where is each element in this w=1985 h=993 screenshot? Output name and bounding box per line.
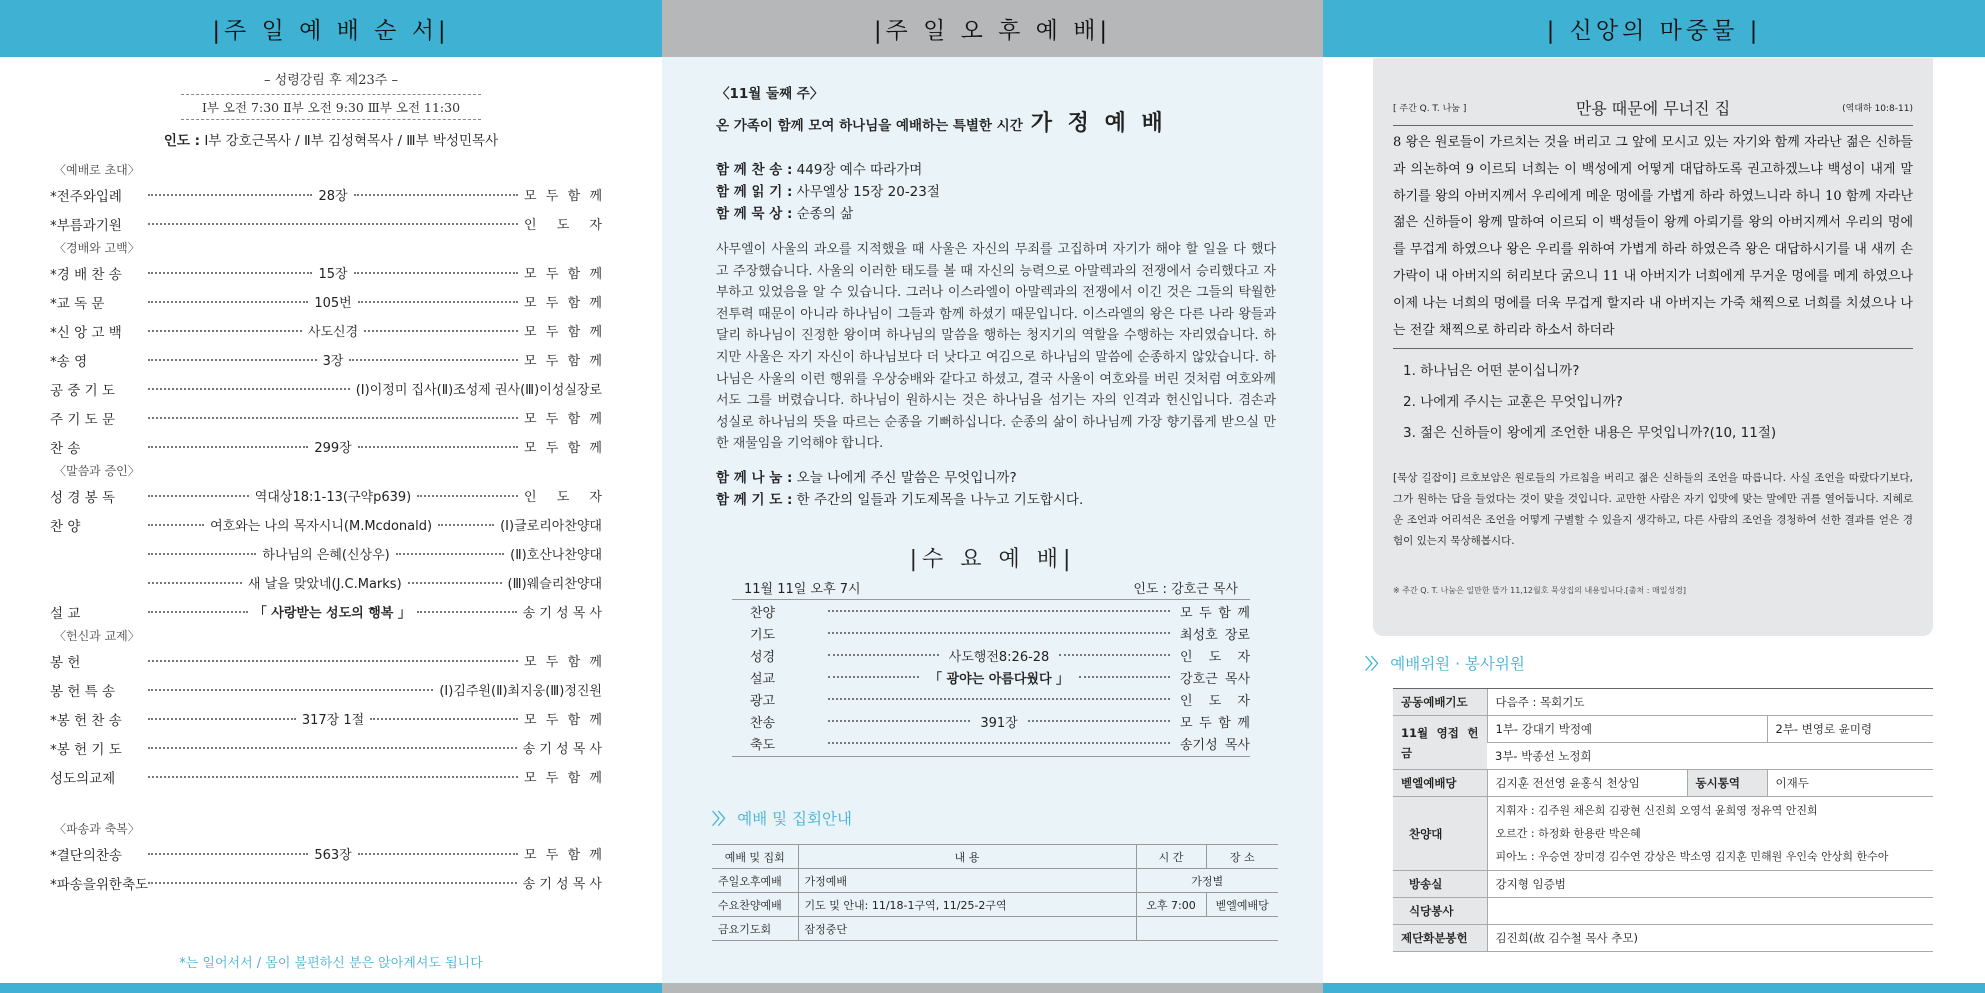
dot-leader — [148, 582, 242, 584]
afternoon-worship-panel — [662, 0, 1323, 993]
order-item-name: 성도의교제 — [50, 770, 116, 787]
order-item-person: 송 기 성 목 사 — [522, 742, 602, 757]
wednesday-item-name: 찬송 — [750, 715, 776, 731]
dot-leader — [148, 611, 248, 613]
wednesday-row — [732, 732, 1250, 754]
qt-title: 만용 때문에 무너진 집 — [1575, 99, 1731, 118]
order-item-name: *파송을위한축도 — [50, 876, 149, 893]
table-cell: 김지훈 전선영 윤홍식 천상임 — [1487, 770, 1687, 797]
order-row — [50, 432, 602, 461]
reading-value: 사무엘상 15장 20-23절 — [796, 184, 940, 200]
order-row — [50, 316, 602, 345]
table-cell: 기도 및 안내: 11/18-1구역, 11/25-2구역 — [798, 893, 1136, 917]
dot-leader — [354, 272, 518, 274]
table-row — [1393, 871, 1933, 898]
chevron-right-icon: 〉〉 — [1365, 655, 1385, 673]
order-row — [50, 403, 602, 432]
table-row — [1393, 925, 1933, 952]
family-items — [716, 159, 1276, 225]
faith-header — [1323, 0, 1985, 57]
staff-table — [1393, 688, 1933, 952]
share-label: 함 께 나 눔 : — [716, 469, 793, 486]
wednesday-item-detail: 사도행전8:26-28 — [948, 649, 1050, 665]
qt-tag: [ 주간 Q. T. 나눔 ] — [1393, 104, 1467, 114]
qt-source-note: ※ 주간 Q. T. 나눔은 일만한 뜰가 11,12월호 묵상집의 내용입니다.[출처 : 매일성경] — [1393, 586, 1687, 595]
dot-leader — [148, 524, 204, 526]
reading-label: 함 께 읽 기 : — [716, 184, 793, 200]
row-label: 방송실 — [1393, 871, 1487, 898]
wednesday-item-name: 성경 — [750, 649, 776, 665]
order-item-detail: 새 날을 맞았네(J.C.Marks) — [247, 577, 402, 592]
order-row — [50, 287, 602, 316]
col-header: 내 용 — [798, 845, 1136, 869]
dot-leader — [148, 301, 308, 303]
order-row — [50, 510, 602, 539]
dot-leader — [148, 718, 296, 720]
section-label: 〈파송과 축복〉 — [54, 822, 140, 836]
wednesday-item-person: 최성호 장로 — [1180, 627, 1250, 643]
table-cell: 가정별 — [1136, 869, 1278, 893]
table-row — [712, 869, 1278, 893]
row-label: 동시통역 — [1687, 770, 1767, 797]
col-header: 예배 및 집회 — [712, 845, 798, 869]
order-item-person: (Ⅱ)호산나찬양대 — [510, 548, 603, 563]
order-item-name: *신 앙 고 백 — [50, 324, 122, 341]
table-row — [1393, 689, 1933, 716]
dot-leader — [148, 417, 518, 419]
dot-leader — [1079, 676, 1170, 678]
dot-leader — [438, 524, 494, 526]
choir-conductors: 지휘자 : 김주원 채은희 김광현 신진희 오영석 윤희영 정유역 안진희 — [1495, 804, 1818, 817]
dot-leader — [148, 359, 317, 361]
wednesday-item-detail: 「 광야는 아름다웠다 」 — [928, 671, 1070, 687]
wednesday-header — [732, 578, 1250, 600]
dot-leader — [828, 610, 1170, 612]
row-label: 제단화분봉헌 — [1393, 925, 1487, 952]
order-row — [50, 597, 602, 626]
order-item-detail: 563장 — [314, 848, 352, 863]
week-label: 〈11월 둘째 주〉 — [716, 86, 824, 102]
table-row — [712, 893, 1278, 917]
order-row — [50, 258, 602, 287]
order-row — [50, 539, 602, 568]
bottom-bar — [1323, 983, 1985, 993]
order-row — [50, 704, 602, 733]
table-cell: 오후 7:00 — [1136, 893, 1206, 917]
section-label: 〈예배로 초대〉 — [54, 163, 140, 177]
dot-leader — [417, 611, 517, 613]
dot-leader — [148, 272, 312, 274]
share-value: 오늘 나에게 주신 말씀은 무엇입니까? — [796, 469, 1017, 486]
family-worship-title: 가 정 예 배 — [1030, 111, 1167, 136]
table-cell: 잠정중단 — [798, 917, 1136, 941]
faith-title: | 신앙의 마중물 | — [1546, 18, 1762, 44]
order-item-person: 모 두 함 께 — [524, 771, 602, 786]
reading-line — [716, 181, 1276, 203]
table-cell: 1부- 강대기 박정예 — [1487, 716, 1767, 743]
prayer-label: 함 께 기 도 : — [716, 491, 793, 508]
dot-leader — [148, 553, 256, 555]
col-header: 장 소 — [1206, 845, 1278, 869]
order-item-name: 찬 양 — [50, 518, 81, 535]
order-row — [50, 209, 602, 238]
qt-header — [1393, 96, 1913, 126]
order-item-person: (Ⅰ)이정미 집사(Ⅱ)조성제 권사(Ⅲ)이성실장로 — [355, 383, 602, 398]
worship-order-panel — [0, 0, 662, 993]
choir-organ: 오르간 : 하정화 한용란 박은혜 — [1495, 827, 1641, 840]
table-cell: 김진희(故 김수철 목사 추모) — [1487, 925, 1933, 952]
order-item-person: 모 두 함 께 — [524, 713, 602, 728]
qt-reference: (역대하 10:8-11) — [1842, 104, 1913, 114]
qt-box — [1373, 58, 1933, 636]
order-row — [50, 868, 602, 897]
dot-leader — [148, 882, 517, 884]
hymn-value: 449장 예수 따라가며 — [796, 162, 923, 178]
staff-label: 예배위원 · 봉사위원 — [1390, 655, 1525, 673]
order-item-name: 성 경 봉 독 — [50, 489, 116, 506]
table-cell: 이재두 — [1767, 770, 1933, 797]
worship-order-header — [0, 0, 662, 57]
order-item-name: 설 교 — [50, 605, 81, 622]
afternoon-header — [662, 0, 1323, 57]
order-item-detail: 105번 — [314, 296, 352, 311]
bottom-bar — [662, 983, 1323, 993]
dot-leader — [417, 495, 518, 497]
dot-leader — [148, 689, 433, 691]
section-label: 〈헌신과 교제〉 — [54, 629, 140, 643]
meditation-label: 함 께 묵 상 : — [716, 206, 793, 222]
wednesday-row — [732, 688, 1250, 710]
dot-leader — [828, 632, 1170, 634]
wednesday-item-person: 인 도 자 — [1180, 649, 1251, 665]
family-worship — [716, 82, 1276, 511]
table-row — [1393, 770, 1933, 797]
dot-leader — [1059, 654, 1170, 656]
wednesday-item-name: 찬양 — [750, 605, 776, 621]
wednesday-row — [732, 600, 1250, 622]
choir-piano: 피아노 : 우승연 장미경 김수연 강상은 박소영 김지훈 민해원 우인숙 안상희 한수아 — [1495, 850, 1889, 863]
order-item-detail: 사도신경 — [307, 325, 359, 340]
table-cell: 강지형 임증범 — [1487, 871, 1933, 898]
order-row — [50, 675, 602, 704]
order-item-person: 인 도 자 — [524, 490, 602, 505]
order-item-name: *교 독 문 — [50, 295, 105, 312]
order-item-detail: 15장 — [318, 267, 348, 282]
order-item-detail: 28장 — [318, 189, 348, 204]
order-item-detail: 317장 1절 — [301, 713, 365, 728]
order-row — [50, 345, 602, 374]
wednesday-order — [732, 578, 1250, 757]
order-item-person: 모 두 함 께 — [524, 189, 603, 204]
row-label: 공동예배기도 — [1393, 689, 1487, 716]
table-cell: 금요기도회 — [712, 917, 798, 941]
worship-order-title: |주 일 예 배 순 서| — [212, 18, 450, 44]
dot-leader — [148, 660, 518, 662]
order-item-name: 찬 송 — [50, 440, 81, 457]
dot-leader — [148, 747, 517, 749]
order-row — [50, 646, 602, 675]
table-cell: 다음주 : 목회기도 — [1487, 689, 1933, 716]
dot-leader — [1028, 720, 1170, 722]
service-guide-title — [712, 807, 852, 829]
staff-title — [1365, 652, 1525, 674]
section-label: 〈경배와 고백〉 — [54, 241, 140, 255]
wednesday-item-detail: 391장 — [980, 715, 1018, 731]
meditation-value: 순종의 삶 — [796, 206, 854, 222]
service-guide-label: 예배 및 집회안내 — [737, 810, 852, 828]
wednesday-row — [732, 622, 1250, 644]
order-item-person: 모 두 함 께 — [524, 325, 603, 340]
wednesday-row — [732, 666, 1250, 688]
dot-leader — [828, 654, 939, 656]
dot-leader — [408, 582, 502, 584]
table-row — [712, 917, 1278, 941]
dot-leader — [148, 853, 308, 855]
col-header: 시 간 — [1136, 845, 1206, 869]
dot-leader — [358, 446, 518, 448]
order-item-name: *결단의찬송 — [50, 847, 122, 864]
table-cell: 2부- 변영로 윤미령 — [1767, 716, 1933, 743]
order-item-person: 송 기 성 목 사 — [522, 606, 602, 621]
order-item-name: 공 중 기 도 — [50, 382, 116, 399]
order-item-name: *송 영 — [50, 353, 88, 370]
order-item-person: (Ⅰ)글로리아찬양대 — [500, 519, 602, 534]
wednesday-item-person: 강호근 목사 — [1180, 671, 1251, 687]
wednesday-item-person: 모 두 함 께 — [1180, 605, 1250, 621]
order-item-person: (Ⅰ)김주원(Ⅱ)최지웅(Ⅲ)정진원 — [439, 684, 602, 699]
order-row — [50, 839, 602, 868]
dot-leader — [148, 223, 518, 225]
leader-names: Ⅰ부 강호근목사 / Ⅱ부 김성혁목사 / Ⅲ부 박성민목사 — [204, 133, 499, 149]
dot-leader — [358, 301, 518, 303]
dot-leader — [370, 718, 518, 720]
table-cell: 벧엘예배당 — [1206, 893, 1278, 917]
leader-label: 인도 : — [163, 133, 201, 149]
dot-leader — [354, 194, 518, 196]
dot-leader — [349, 359, 518, 361]
dot-leader — [148, 776, 518, 778]
order-item-detail: 299장 — [314, 441, 352, 456]
order-item-person: 모 두 함 께 — [524, 441, 602, 456]
dot-leader — [396, 553, 504, 555]
order-row — [50, 762, 602, 791]
order-item-name: *전주와입례 — [50, 188, 122, 205]
row-label: 식당봉사 — [1393, 898, 1487, 925]
family-closing — [716, 467, 1276, 511]
table-row — [1393, 716, 1933, 743]
wednesday-divider — [732, 756, 1250, 757]
order-item-detail: 「 사랑받는 성도의 행복 」 — [253, 606, 411, 621]
standing-footnote: *는 일어서서 / 몸이 불편하신 분은 앉아계셔도 됩니다 — [179, 956, 483, 971]
row-label: 벧엘예배당 — [1393, 770, 1487, 797]
table-cell — [1487, 898, 1933, 925]
table-cell — [1487, 797, 1933, 871]
order-row — [50, 481, 602, 510]
order-item-name: *봉 헌 찬 송 — [50, 712, 122, 729]
meditation-guide: [묵상 길잡이] 르호보암은 원로들의 가르침을 버리고 젊은 신하들의 조언을 따릅니다. 사실 조언을 따랐다기보다, 그가 원하는 답을 들었다는 것이 맞을 것입니다. 교만한 사람은 자기 입맛에 맞는 말에만 귀를 열어둡니다. 지혜로운 조언과 어리석은 조언을 어떻게 구별할 수 있을지 생각하고, 다른 사람의 조언을 경청하여 선한 결과를 얻은 경험이 있는지 묵상해봅시다. — [1393, 472, 1913, 547]
intro-text: 온 가족이 함께 모여 하나님을 예배하는 특별한 시간 — [716, 118, 1023, 134]
question-item: 2. 나에게 주시는 교훈은 무엇입니까? — [1403, 394, 1623, 410]
order-item-person: 인 도 자 — [524, 218, 602, 233]
row-label: 11월 영접 헌금 — [1393, 716, 1487, 770]
table-cell: 주일오후예배 — [712, 869, 798, 893]
order-item-name: 봉 헌 — [50, 654, 81, 671]
wednesday-item-person: 모 두 함 께 — [1180, 715, 1250, 731]
order-item-detail: 역대상18:1-13(구약p639) — [254, 490, 412, 505]
wednesday-item-name: 축도 — [750, 737, 776, 753]
wednesday-leader: 인도 : 강호근 목사 — [1133, 582, 1238, 597]
order-row — [50, 568, 602, 597]
order-item-person: 모 두 함 께 — [524, 296, 602, 311]
leader-line — [0, 129, 662, 149]
family-body-text: 사무엘이 사울의 과오를 지적했을 때 사울은 자신의 무죄를 고집하며 자기가 해야 할 일을 다 했다고 주장했습니다. 사울의 이러한 태도를 볼 때 자신의 능력으로 아말렉과의 전쟁에서 승리했다고 자부하고 있었음을 알 수 있습니다. 그러나 이스라엘이 아말렉과의 전쟁에서 이긴 것은 그들의 탁월한 전투력 때문이 아니라 하나님이 그들과 함께 하셨기 때문입니다. 이스라엘의 왕은 다른 나라 왕들과 달리 하나님이 진정한 왕이며 하나님의 말씀을 행하는 청지기의 역할을 수행하는 자리였습니다. 하지만 사울은 자기 자신이 하나님보다 더 낫다고 여김으로 하나님의 말씀에 순종하지 않았습니다. 하나님은 사울의 이런 행위를 우상숭배와 같다고 하셨고, 결국 사울이 여호와를 버린 것처럼 여호와께서도 그를 버렸습니다. 하나님이 원하시는 것은 하나님을 섬기는 자의 인격과 헌신입니다. 겸손과 성실로 하나님의 뜻을 따르는 순종을 기뻐하십니다. 순종의 삶이 하나님께 가장 향기롭게 받으실 만한 재물임을 기억해야 합니다. — [716, 242, 1276, 452]
share-line — [716, 467, 1276, 489]
order-item-person: 모 두 함 께 — [524, 655, 602, 670]
order-item-name: *봉 헌 기 도 — [50, 741, 122, 758]
section-label: 〈말씀과 증인〉 — [54, 464, 140, 478]
dot-leader — [828, 742, 1170, 744]
hymn-line — [716, 159, 1276, 181]
table-cell: 수요찬양예배 — [712, 893, 798, 917]
table-header-row — [712, 845, 1278, 869]
row-label: 찬양대 — [1393, 797, 1487, 871]
order-item-person: 모 두 함 께 — [524, 267, 603, 282]
qt-questions — [1403, 356, 1913, 449]
wednesday-title: |수 요 예 배| — [909, 547, 1076, 572]
order-item-person: 모 두 함 께 — [524, 412, 602, 427]
order-item-person: (Ⅲ)웨슬리찬양대 — [507, 577, 603, 592]
service-times: Ⅰ부 오전 7:30 Ⅱ부 오전 9:30 Ⅲ부 오전 11:30 — [181, 94, 481, 120]
table-row — [1393, 797, 1933, 871]
table-cell — [1136, 917, 1278, 941]
dot-leader — [364, 330, 518, 332]
table-cell: 3부- 박종선 노정희 — [1487, 743, 1933, 770]
spacer — [50, 791, 602, 819]
wednesday-item-person: 송기성 목사 — [1180, 737, 1250, 753]
order-item-detail: 3장 — [322, 354, 344, 369]
afternoon-title: |주 일 오 후 예 배| — [873, 18, 1112, 44]
order-item-person: 모 두 함 께 — [524, 354, 602, 369]
meditation-line — [716, 203, 1276, 225]
order-list — [50, 160, 602, 897]
wednesday-item-name: 광고 — [750, 693, 776, 709]
order-item-detail: 여호와는 나의 목자시니(M.Mcdonald) — [210, 519, 433, 534]
dot-leader — [828, 720, 970, 722]
order-item-name: *부름과기원 — [50, 217, 122, 234]
order-item-detail: 하나님의 은혜(신상우) — [262, 548, 390, 563]
wednesday-item-person: 인 도 자 — [1180, 693, 1250, 709]
table-row — [1393, 898, 1933, 925]
hymn-label: 함 께 찬 송 : — [716, 162, 793, 178]
bottom-bar — [0, 983, 662, 993]
service-guide-table — [712, 844, 1278, 941]
prayer-line — [716, 489, 1276, 511]
family-intro — [716, 106, 1276, 137]
order-row — [50, 733, 602, 762]
wednesday-rows — [732, 600, 1250, 754]
wednesday-row — [732, 710, 1250, 732]
order-item-person: 송 기 성 목 사 — [522, 877, 602, 892]
order-row — [50, 374, 602, 403]
question-item: 3. 젊은 신하들이 왕에게 조언한 내용은 무엇입니까?(10, 11절) — [1403, 425, 1777, 441]
dot-leader — [148, 194, 312, 196]
order-item-name: 봉 헌 특 송 — [50, 683, 116, 700]
table-cell: 가정예배 — [798, 869, 1136, 893]
dot-leader — [828, 698, 1170, 700]
dot-leader — [358, 853, 518, 855]
wednesday-date: 11월 11일 오후 7시 — [744, 582, 861, 597]
faith-panel — [1323, 0, 1985, 993]
dot-leader — [148, 446, 308, 448]
dot-leader — [828, 676, 919, 678]
wednesday-row — [732, 644, 1250, 666]
order-item-person: 모 두 함 께 — [524, 848, 602, 863]
season-line: – 성령강림 후 제23주 – — [264, 73, 398, 88]
question-item: 1. 하나님은 어떤 분이십니까? — [1403, 363, 1580, 379]
order-item-name: *경 배 찬 송 — [50, 266, 122, 283]
order-row — [50, 180, 602, 209]
dot-leader — [148, 388, 350, 390]
order-item-name: 주 기 도 문 — [50, 411, 116, 428]
dot-leader — [148, 330, 302, 332]
qt-scripture: 8 왕은 원로들이 가르치는 것을 버리고 그 앞에 모시고 있는 자기와 함께 자라난 젊은 신하들과 의논하여 9 이르되 너희는 이 백성에게 어떻게 대답하도록 권고하겠느냐 백성이 내게 말하기를 왕의 아버지께서 우리에게 메운 멍에를 가볍게 하라 하였느니라 하니 10 함께 자라난 젊은 신하들이 왕께 말하여 이르되 이 백성들이 왕께 아뢰기를 왕의 아버지께서 우리의 멍에를 무겁게 하였으나 왕은 우리를 위하여 가볍게 하라 하였은즉 왕은 대답하시기를 내 새끼 손가락이 내 아버지의 허리보다 굵으니 11 내 아버지가 너희에게 무거운 멍에를 메게 하였으나 이제 나는 너희의 멍에를 더욱 무겁게 할지라 내 아버지는 가죽 채찍으로 너희를 치셨으나 나는 전갈 채찍으로 하리라 하소서 하더라 — [1393, 130, 1913, 349]
prayer-value: 한 주간의 일들과 기도제목을 나누고 기도합시다. — [796, 491, 1084, 508]
wednesday-item-name: 기도 — [750, 627, 776, 643]
wednesday-item-name: 설교 — [750, 671, 776, 687]
chevron-right-icon: 〉〉 — [712, 810, 732, 828]
dot-leader — [148, 495, 249, 497]
